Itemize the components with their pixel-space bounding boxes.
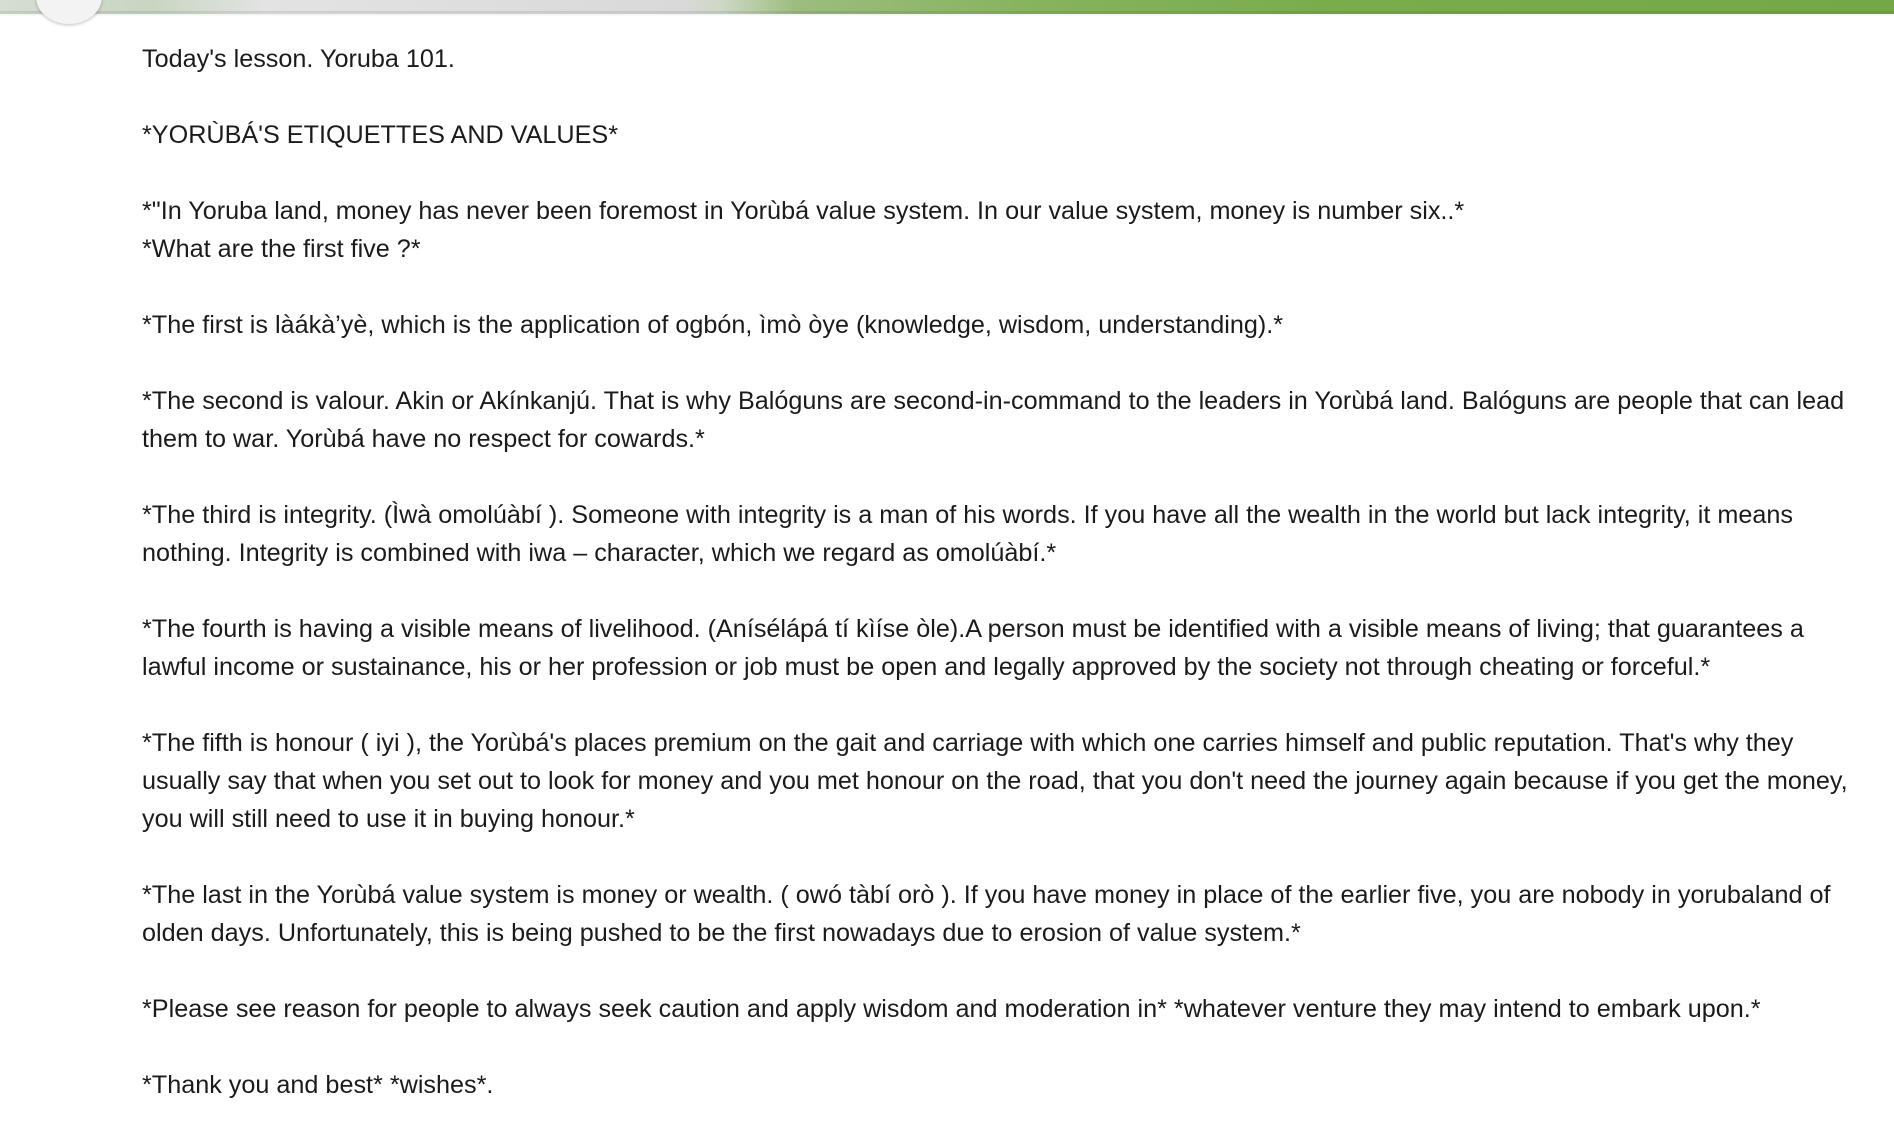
post-intro-line-2: *What are the first five ?* xyxy=(142,235,421,263)
post-body xyxy=(142,40,1862,1142)
avatar[interactable] xyxy=(36,0,102,24)
post-heading: *YORÙBÁ'S ETIQUETTES AND VALUES* xyxy=(142,121,619,149)
post-intro-line-1: *"In Yoruba land, money has never been foremost in Yorùbá value system. In our value system, money is number six..* xyxy=(142,197,1465,225)
post-paragraph-advice: *Please see reason for people to always seek caution and apply wisdom and moderation in* *whatever venture they may intend to embark upon.* xyxy=(142,995,1761,1023)
post-paragraph-fourth: *The fourth is having a visible means of livelihood. (Anísélápá tí kìíse òle).A person must be identified with a visible means of living; that guarantees a lawful income or sustainance, his or her profession or job must be open and legally approved by the society not through cheating or forceful.* xyxy=(142,615,1804,681)
post-paragraph-first: *The first is làákà’yè, which is the application of ogbón, ìmò òye (knowledge, wisdom, understanding).* xyxy=(142,311,1284,339)
post-paragraph-third: *The third is integrity. (Ìwà omolúàbí ). Someone with integrity is a man of his words. If you have all the wealth in the world but lack integrity, it means nothing. Integrity is combined with iwa – character, which we regard as omolúàbí.* xyxy=(142,501,1793,567)
post-paragraph-fifth: *The fifth is honour ( iyi ), the Yorùbá's places premium on the gait and carriage with which one carries himself and public reputation. That's why they usually say that when you set out to look for money and you met honour on the road, that you don't need the journey again because if you get the money, you will still need to use it in buying honour.* xyxy=(142,729,1848,833)
post-closing: *Thank you and best* *wishes*. xyxy=(142,1071,494,1099)
post-greeting: Today's lesson. Yoruba 101. xyxy=(142,45,455,73)
post-paragraph-last: *The last in the Yorùbá value system is money or wealth. ( owó tàbí orò ). If you have money in place of the earlier five, you are nobody in yorubaland of olden days. Unfortunately, this is being pushed to be the first nowadays due to erosion of value system.* xyxy=(142,881,1831,947)
post-intro xyxy=(142,192,1862,268)
post-paragraph-second: *The second is valour. Akin or Akínkanjú. That is why Balóguns are second-in-command to the leaders in Yorùbá land. Balóguns are people that can lead them to war. Yorùbá have no respect for cowards.* xyxy=(142,387,1845,453)
header-banner-shadow xyxy=(0,11,1894,17)
